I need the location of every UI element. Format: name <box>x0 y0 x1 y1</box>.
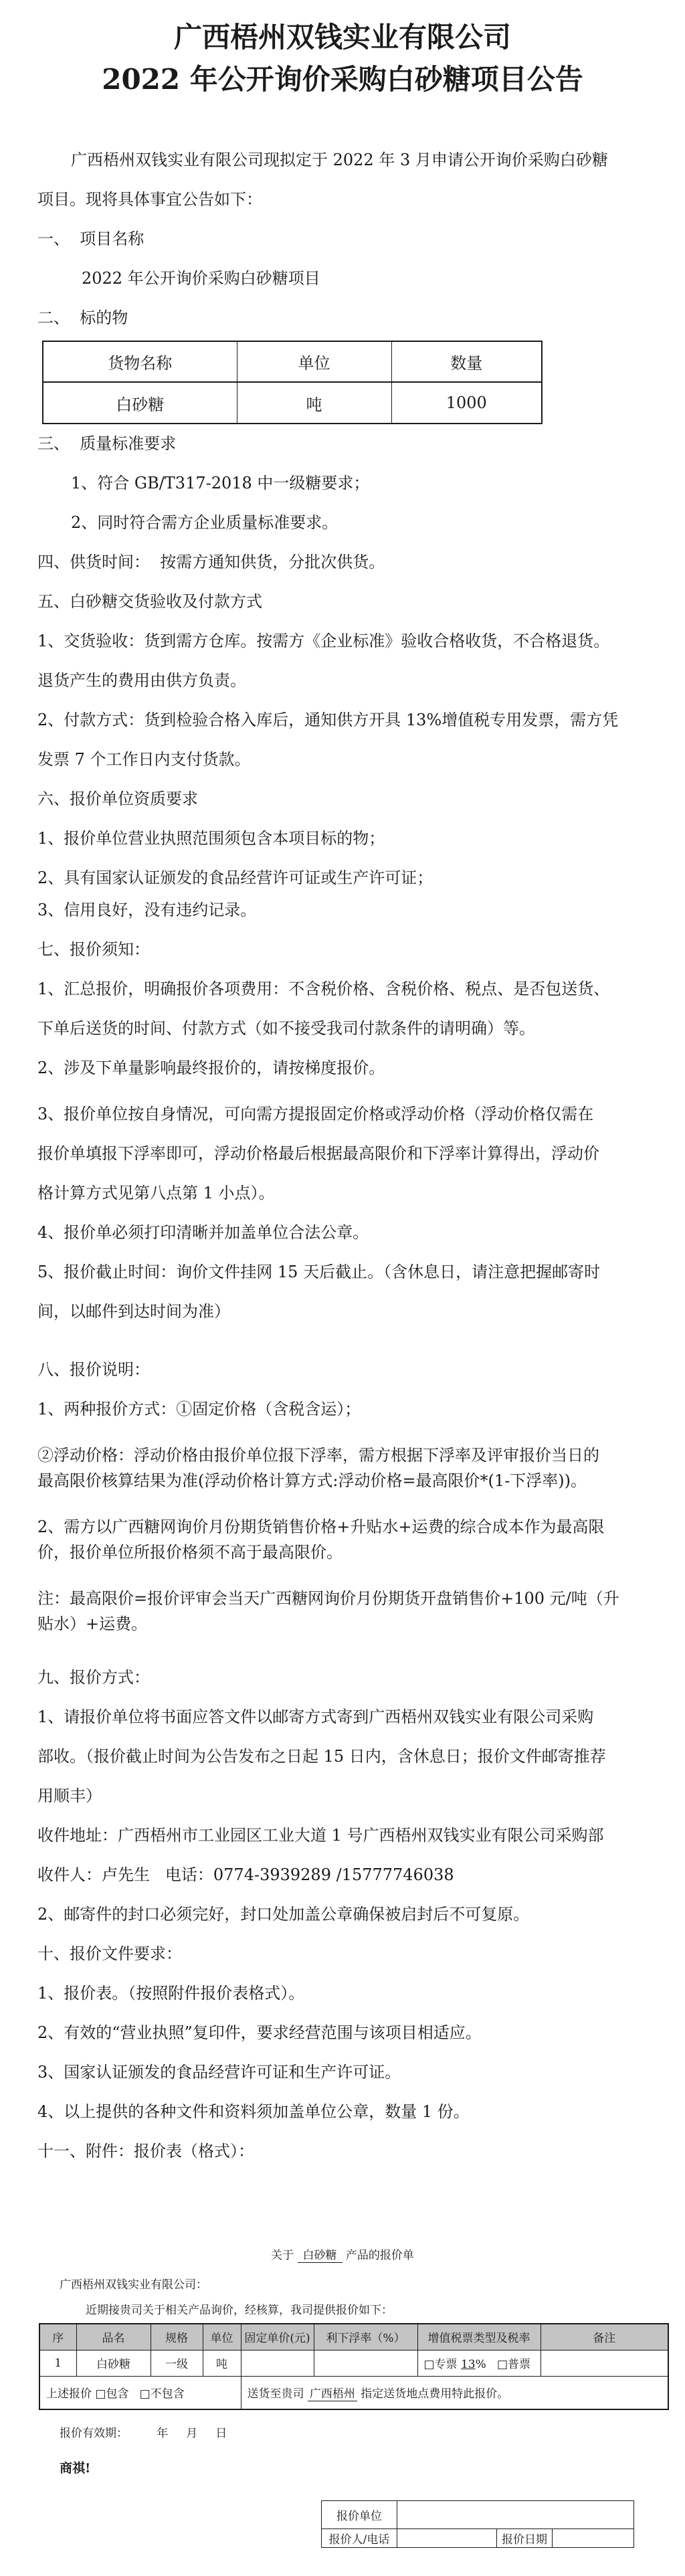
doc-line: 2022 年公开询价采购白砂糖项目 <box>82 269 320 288</box>
doc-line: 一、 项目名称 <box>37 229 144 248</box>
quote-delivery-cell <box>241 2376 668 2409</box>
quote-col-vat-type: 增值税票类型及税率 <box>417 2324 541 2350</box>
goods-qty-cell: 1000 <box>391 382 542 424</box>
signature-supplier-row <box>322 2501 634 2529</box>
doc-line: 1、汇总报价，明确报价各项费用：不含税价格、含税价格、税点、是否包送货、 <box>37 980 610 998</box>
doc-line: 2、需方以广西糖网询价月份期货销售价格+升贴水+运费的综合成本作为最高限 <box>37 1517 605 1536</box>
quote-col-remark: 备注 <box>541 2324 668 2350</box>
date-label: 报价日期 <box>497 2529 553 2548</box>
doc-line: 项目。现将具体事宜公告如下： <box>37 190 262 209</box>
doc-line: 1、符合 GB/T317-2018 中一级糖要求； <box>71 474 370 492</box>
quote-col-spec: 规格 <box>151 2324 203 2350</box>
doc-line: 最高限价核算结果为准(浮动价格计算方式:浮动价格=最高限价*(1-下浮率))。 <box>37 1471 587 1490</box>
doc-line: 部收。（报价截止时间为公告发布之日起 15 日内，含休息日；报价文件邮寄推荐 <box>37 1747 606 1766</box>
doc-line: 三、 质量标准要求 <box>37 434 177 453</box>
signature-table <box>321 2500 634 2548</box>
attachment-salutation: 广西梧州双钱实业有限公司： <box>60 2278 207 2292</box>
doc-line: 注：最高限价=报价评审会当天广西糖网询价月份期货开盘销售价+100 元/吨（升 <box>37 1589 619 1608</box>
doc-line: 退货产生的费用由供方负责。 <box>37 671 246 690</box>
doc-line: 报价单填报下浮率即可，浮动价格最后根据最高限价和下浮率计算得出，浮动价 <box>37 1144 599 1163</box>
doc-line: 收件人：卢先生 电话：0774-3939289 /15777746038 <box>37 1865 454 1884</box>
doc-line: 贴水）+运费。 <box>37 1615 148 1633</box>
doc-line: 用顺丰） <box>37 1786 102 1805</box>
quotation-header-row <box>39 2324 668 2350</box>
doc-line: 4、以上提供的各种文件和资料须加盖单位公章，数量 1 份。 <box>37 2102 470 2121</box>
goods-unit-cell: 吨 <box>237 382 391 424</box>
delivery-place: 广西梧州 <box>308 2387 357 2401</box>
doc-line: 2、同时符合需方企业质量标准要求。 <box>71 513 338 532</box>
signature-contact-row <box>322 2529 634 2548</box>
attachment-heading-product: 白砂糖 <box>298 2249 342 2263</box>
doc-title-line1: 广西梧州双钱实业有限公司 <box>173 21 511 54</box>
quote-product-cell: 白砂糖 <box>76 2350 151 2376</box>
goods-name-cell: 白砂糖 <box>43 382 237 424</box>
goods-col-unit: 单位 <box>237 341 391 382</box>
doc-line: 九、报价方式： <box>37 1668 150 1687</box>
doc-line: 5、报价截止时间：询价文件挂网 15 天后截止。（含休息日，请注意把握邮寄时 <box>37 1263 601 1281</box>
doc-line: 七、报价须知： <box>37 940 150 959</box>
doc-line: 4、报价单必须打印清晰并加盖单位合法公章。 <box>37 1223 369 1242</box>
date-value-cell <box>553 2529 634 2548</box>
doc-line: 下单后送货的时间、付款方式（如不接受我司付款条件的请明确）等。 <box>37 1019 535 1038</box>
doc-line: 间，以邮件到达时间为准） <box>37 1302 230 1321</box>
vat-normal-checkbox: % □普票 <box>475 2358 531 2371</box>
doc-line: 1、报价表。（按照附件报价表格式）。 <box>37 1984 305 2003</box>
delivery-pre: 送货至贵司 <box>247 2387 308 2401</box>
quotation-footer-row <box>39 2376 668 2409</box>
doc-line: 3、信用良好，没有违约记录。 <box>37 901 257 919</box>
supplier-value-cell <box>397 2501 634 2529</box>
doc-line: 发票 7 个工作日内支付货款。 <box>37 750 251 769</box>
delivery-post: 指定送货地点费用特此报价。 <box>357 2387 509 2401</box>
quote-unit-cell: 吨 <box>203 2350 241 2376</box>
attachment-heading-post: 产品的报价单 <box>345 2249 414 2262</box>
doc-line: 1、报价单位营业执照范围须包含本项目标的物； <box>37 829 385 848</box>
doc-line: 四、供货时间： 按需方通知供货，分批次供货。 <box>37 553 385 571</box>
quotation-data-row <box>39 2350 668 2376</box>
doc-line: 2、付款方式：货到检验合格入库后，通知供方开具 13%增值税专用发票，需方凭 <box>37 711 619 729</box>
quote-col-product: 品名 <box>76 2324 151 2350</box>
doc-title-line2: 2022 年公开询价采购白砂糖项目公告 <box>102 63 583 96</box>
quote-remark-cell <box>541 2350 668 2376</box>
attachment-heading-pre: 关于 <box>271 2249 294 2262</box>
doc-line: 2、涉及下单量影响最终报价的，请按梯度报价。 <box>37 1059 385 1077</box>
supplier-label: 报价单位 <box>322 2501 397 2529</box>
doc-line: 1、请报价单位将书面应答文件以邮寄方式寄到广西梧州双钱实业有限公司采购 <box>37 1708 594 1726</box>
quote-col-fixed-price: 固定单价(元) <box>241 2324 314 2350</box>
doc-line: 2、邮寄件的封口必须完好，封口处加盖公章确保被启封后不可复原。 <box>37 1905 530 1924</box>
attachment-intro: 近期接贵司关于相关产品询价，经核算，我司提供报价如下： <box>86 2304 393 2317</box>
quote-include-checkbox-cell: 上述报价 □包含 □不包含 <box>39 2376 241 2409</box>
quote-float-rate-cell <box>314 2350 417 2376</box>
doc-line: 十、报价文件要求： <box>37 1944 182 1963</box>
quote-spec-cell: 一级 <box>151 2350 203 2376</box>
goods-col-name: 货物名称 <box>43 341 237 382</box>
goods-table-header-row <box>43 341 542 382</box>
attachment-heading <box>37 2242 648 2269</box>
doc-line: 六、报价单位资质要求 <box>37 790 198 808</box>
doc-line: 2、有效的“营业执照”复印件，要求经营范围与该项目相适应。 <box>37 2023 482 2042</box>
quote-col-float-rate: 利下浮率（%） <box>314 2324 417 2350</box>
quote-col-no: 序 <box>39 2324 76 2350</box>
doc-line: ②浮动价格：浮动价格由报价单位报下浮率，需方根据下浮率及评审报价当日的 <box>37 1446 599 1465</box>
doc-line: 3、国家认证颁发的食品经营许可证和生产许可证。 <box>37 2063 401 2082</box>
doc-line: 收件地址：广西梧州市工业园区工业大道 1 号广西梧州双钱实业有限公司采购部 <box>37 1826 604 1845</box>
doc-sections <box>37 424 648 2171</box>
quote-no-cell: 1 <box>39 2350 76 2376</box>
quote-fixed-price-cell <box>241 2350 314 2376</box>
vat-rate-value: 13 <box>460 2358 476 2371</box>
quotation-table <box>39 2323 669 2410</box>
goods-table <box>42 341 543 424</box>
quote-vat-cell <box>417 2350 541 2376</box>
doc-intro-and-sections <box>37 141 648 338</box>
doc-line: 八、报价说明： <box>37 1360 150 1379</box>
quote-col-unit: 单位 <box>203 2324 241 2350</box>
contact-value-cell <box>397 2529 497 2548</box>
doc-line: 格计算方式见第八点第 1 小点）。 <box>37 1184 275 1202</box>
doc-line: 3、报价单位按自身情况，可向需方提报固定价格或浮动价格（浮动价格仅需在 <box>37 1105 594 1123</box>
goods-table-data-row <box>43 382 542 424</box>
doc-line: 价，报价单位所报价格须不高于最高限价。 <box>37 1543 342 1562</box>
doc-line: 十一、附件：报价表（格式）： <box>37 2142 254 2160</box>
doc-line: 1、交货验收：货到需方仓库。按需方《企业标准》验收合格收货，不合格退货。 <box>37 632 610 650</box>
doc-line: 广西梧州双钱实业有限公司现拟定于 2022 年 3 月申请公开询价采购白砂糖 <box>71 151 608 169</box>
doc-line: 2、具有国家认证颁发的食品经营许可证或生产许可证； <box>37 868 433 887</box>
contact-label: 报价人/电话 <box>322 2529 397 2548</box>
doc-line: 二、 标的物 <box>37 308 128 327</box>
regards-line: 商祺! <box>60 2461 91 2476</box>
vat-special-checkbox: □专票 <box>423 2358 461 2371</box>
doc-line: 1、两种报价方式：①固定价格（含税含运）； <box>37 1400 361 1418</box>
doc-line: 五、白砂糖交货验收及付款方式 <box>37 592 262 611</box>
goods-col-qty: 数量 <box>391 341 542 382</box>
quote-validity-line: 报价有效期： 年 月 日 <box>60 2427 227 2440</box>
